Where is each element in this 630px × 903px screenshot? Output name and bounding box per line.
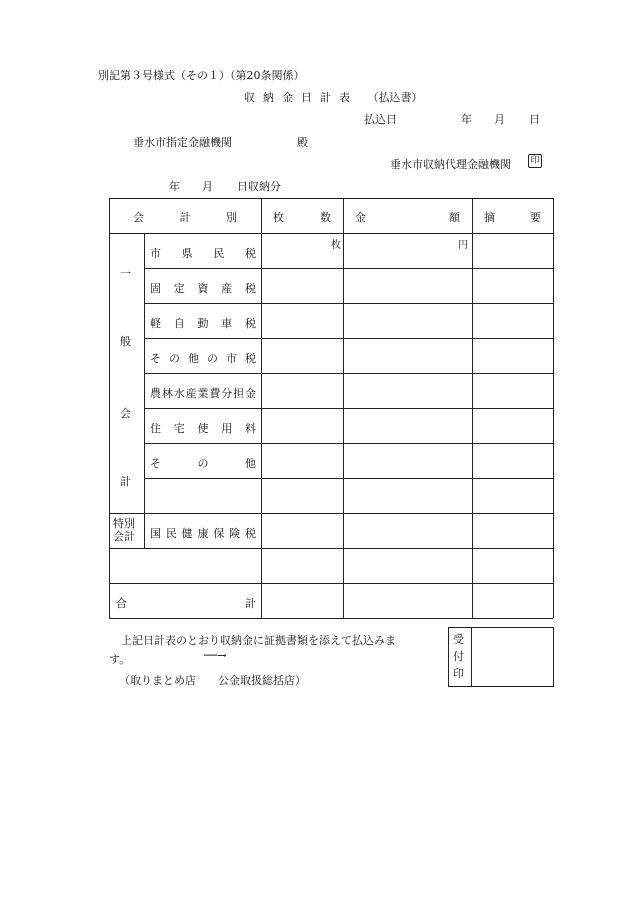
row-label-total: 合 計 (116, 597, 256, 610)
addressee-suffix: 殿 (297, 136, 308, 149)
sender: 垂水市収納代理金融機関 (390, 158, 511, 171)
addressee: 垂水市指定金融機関 (133, 136, 232, 149)
statement-line-1: 上記日計表のとおり収納金に証拠書類を添えて払込みま (121, 634, 396, 647)
receipt-stamp-label: 受 付 印 (453, 633, 464, 680)
row-label-housing-fee: 住 宅 使 用 料 (150, 422, 256, 435)
title-note: （払込書） (367, 91, 423, 104)
receipt-stamp-box (448, 627, 554, 687)
receipt-stamp-divider (471, 628, 472, 686)
row-label-national-health-insurance-tax: 国 民 健 康 保 険 税 (150, 527, 256, 540)
form-label: 別記第３号様式（その１）（第20条関係） (98, 69, 305, 82)
row-label-agriculture-contribution: 農 林 水 産 業 費 分 担 金 (150, 387, 256, 400)
row-label-light-vehicle-tax: 軽 自 動 車 税 (150, 317, 256, 330)
group-special-account: 特別 会計 (113, 517, 135, 543)
row-label-fixed-asset-tax: 固 定 資 産 税 (150, 282, 256, 295)
header-category: 会 計 別 (133, 211, 237, 224)
header-count: 枚 数 (273, 211, 331, 224)
title-text: 収 納 金 日 計 表 (244, 91, 350, 104)
header-amount: 金 額 (355, 211, 460, 224)
period-month: 月 (202, 180, 213, 193)
collecting-branch-note: （取りまとめ店 公金取扱総括店） (119, 674, 306, 687)
period-year: 年 (169, 180, 180, 193)
unit-count: 枚 (331, 240, 341, 251)
arrow-icon: ──→ (204, 649, 227, 662)
payment-date-month: 月 (494, 113, 505, 126)
row-label-other-city-tax: そ の 他 の 市 税 (150, 352, 256, 365)
header-remarks: 摘 要 (484, 211, 541, 224)
payment-date-year: 年 (461, 113, 472, 126)
seal-mark: 印 (528, 154, 542, 168)
unit-amount: 円 (458, 240, 468, 251)
payment-date-day: 日 (529, 113, 540, 126)
row-label-other: そ の 他 (150, 457, 256, 470)
period-day: 日収納分 (237, 180, 281, 193)
row-label-city-prefectural-tax: 市 県 民 税 (150, 247, 256, 260)
payment-date-label: 払込日 (364, 113, 397, 126)
statement-line-2: す。 (109, 653, 131, 666)
document-title (244, 89, 423, 105)
